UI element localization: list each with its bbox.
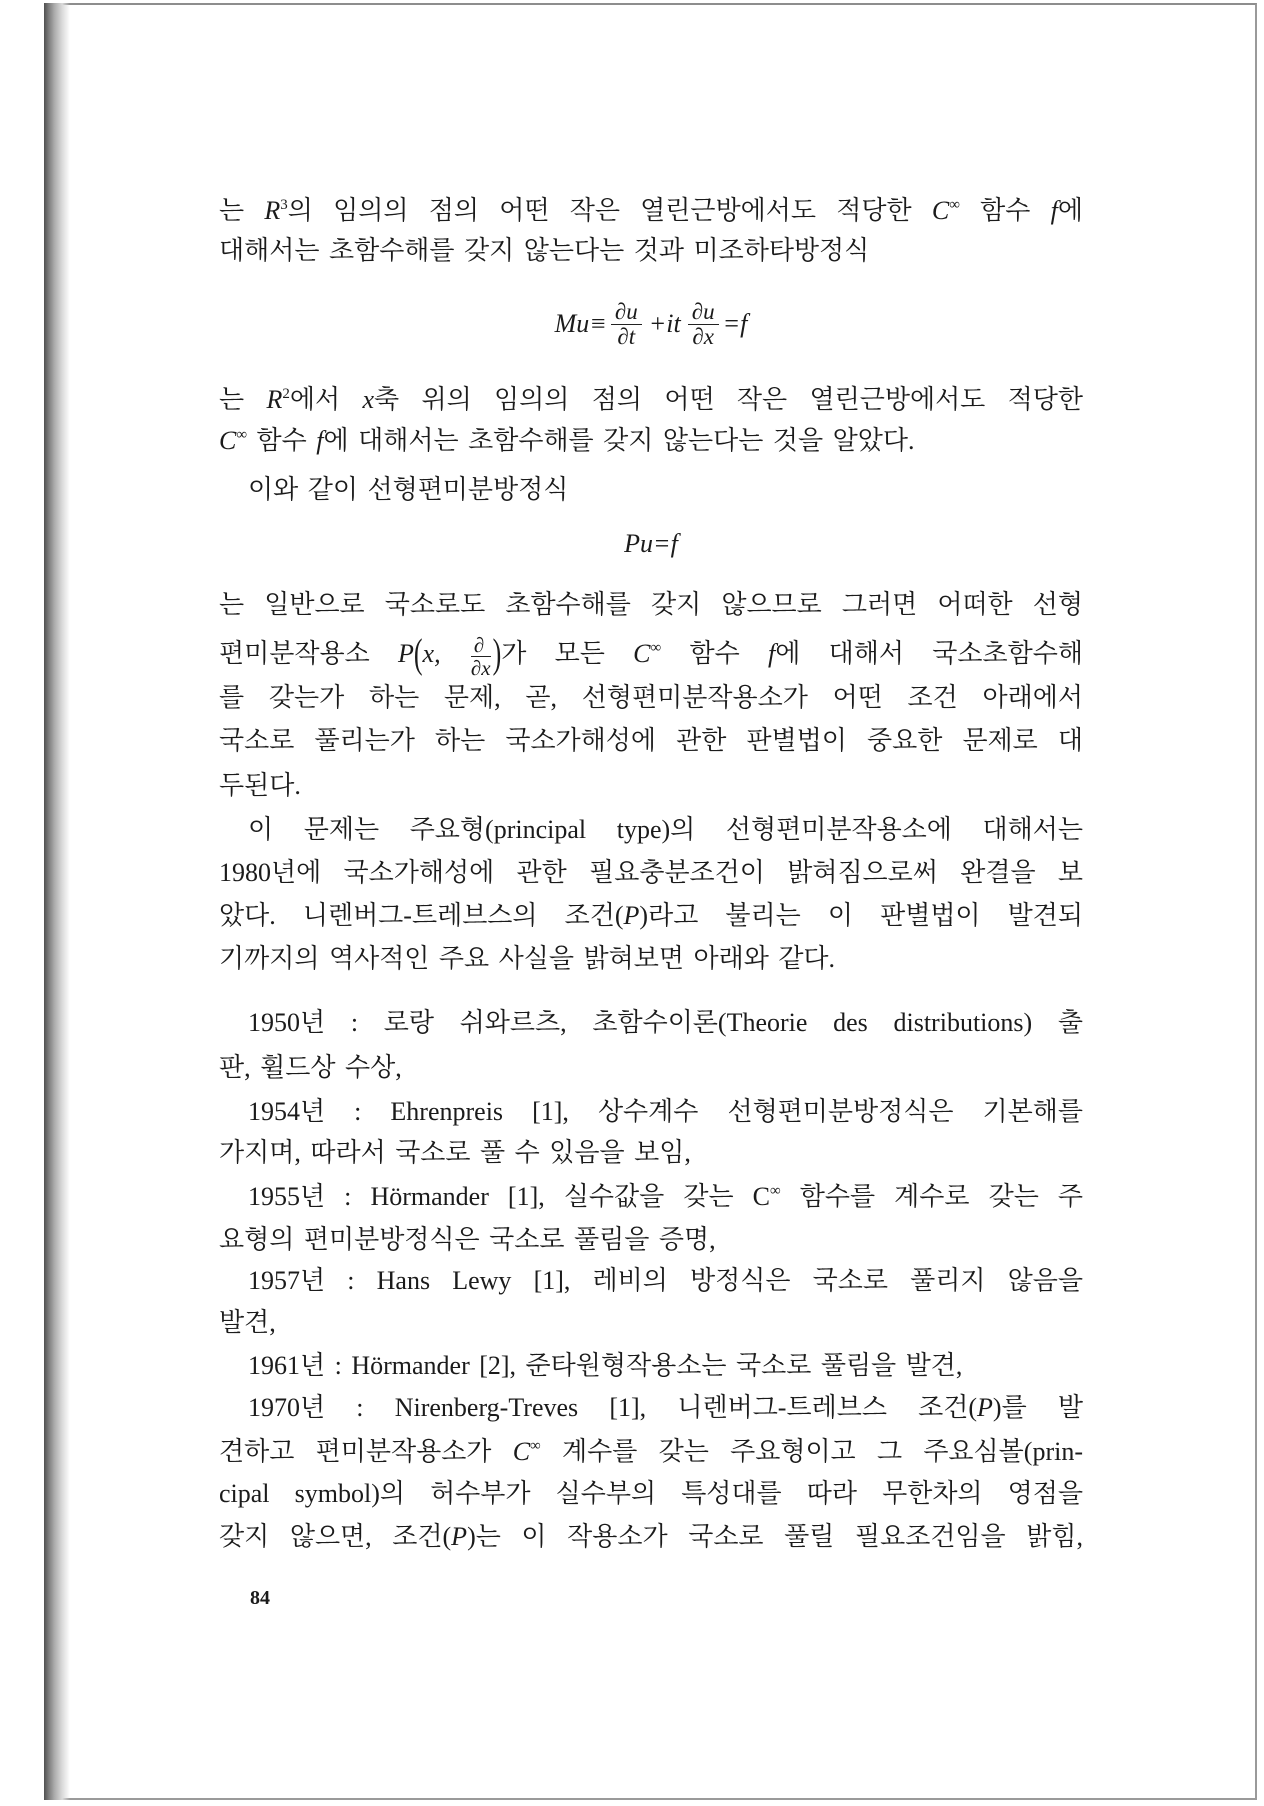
symbol-f: f xyxy=(768,639,776,668)
text-segment: )를 발 xyxy=(992,1393,1084,1422)
paragraph-1-line-2: 대해서는 초함수해를 갖지 않는다는 것과 미조하타방정식 xyxy=(219,236,870,265)
paragraph-5-line-2: 1980년에 국소가해성에 관한 필요충분조건이 밝혀짐으로써 완결을 보 xyxy=(219,858,1083,887)
superscript-exponent: 3 xyxy=(280,197,288,213)
mizohata-equation xyxy=(219,296,1083,352)
symbol-p: P xyxy=(451,1522,468,1551)
symbol-x: x, xyxy=(422,639,469,668)
text-segment: 견하고 편미분작용소가 xyxy=(219,1437,513,1466)
text-segment: 에서 xyxy=(289,385,363,414)
paragraph-5-line-1: 이 문제는 주요형(principal type)의 선형편미분작용소에 대해서는 xyxy=(248,815,1083,844)
text-segment: 갖지 않으면, 조건( xyxy=(219,1522,452,1551)
paragraph-4-line-2 xyxy=(219,630,1083,680)
history-1970-line-3: cipal symbol)의 허수부가 실수부의 특성대를 따라 무한차의 영점을 xyxy=(219,1479,1083,1508)
paragraph-2-line-1 xyxy=(219,380,1083,420)
symbol-r: R xyxy=(264,196,281,225)
paragraph-4-line-4: 국소로 풀리는가 하는 국소가해성에 관한 판별법이 중요한 문제로 대 xyxy=(219,726,1083,755)
superscript-exponent: 2 xyxy=(282,386,290,402)
page-number: 84 xyxy=(250,1587,270,1609)
equation-lhs: Mu≡ xyxy=(554,309,607,338)
symbol-r: R xyxy=(266,385,283,414)
right-parenthesis: ) xyxy=(492,630,502,677)
symbol-p: P xyxy=(977,1393,993,1422)
page-spine-shadow xyxy=(44,3,70,1800)
history-1950-line-2: 판, 휠드상 수상, xyxy=(219,1053,402,1082)
text-segment: 가 모든 xyxy=(501,639,634,668)
symbol-p: P xyxy=(397,639,414,668)
fraction-numerator: ∂u xyxy=(611,300,642,325)
text-segment: 계수를 갖는 주요형이고 그 주요심볼(prin- xyxy=(540,1437,1083,1466)
symbol-x: x xyxy=(362,385,374,414)
text-segment: 1970년 : Nirenberg-Treves [1], 니렌버그-트레브스 조건( xyxy=(248,1393,978,1422)
fraction-denominator: ∂x xyxy=(692,323,714,349)
symbol-p: P xyxy=(623,901,640,930)
paragraph-4-line-3: 를 갖는가 하는 문제, 곧, 선형편미분작용소가 어떤 조건 아래에서 xyxy=(219,683,1083,712)
partial-derivative-fraction xyxy=(470,632,491,680)
text-segment: 함수 xyxy=(247,426,317,455)
fraction-du-dt xyxy=(611,300,642,349)
history-1970-line-4 xyxy=(219,1517,1083,1557)
text-segment: 함수를 계수로 갖는 주 xyxy=(780,1182,1083,1211)
text-segment: 1955년 : Hörmander [1], 실수값을 갖는 C xyxy=(248,1182,770,1211)
symbol-f: f xyxy=(1050,196,1058,225)
history-1950-line-1: 1950년 : 로랑 쉬와르츠, 초함수이론(Theorie des distributions) 출 xyxy=(248,1008,1083,1037)
paragraph-5-line-4: 기까지의 역사적인 주요 사실을 밝혀보면 아래와 같다. xyxy=(219,944,836,973)
symbol-c: C xyxy=(512,1437,531,1466)
paragraph-2-line-2 xyxy=(219,421,1083,461)
left-parenthesis: ( xyxy=(413,630,423,677)
symbol-c: C xyxy=(633,639,651,668)
text-segment: )는 이 작용소가 국소로 풀릴 필요조건임을 밝힘, xyxy=(467,1522,1083,1551)
history-1954-line-1: 1954년 : Ehrenpreis [1], 상수계수 선형편미분방정식은 기본해를 xyxy=(248,1097,1083,1126)
history-1957-line-1: 1957년 : Hans Lewy [1], 레비의 방정식은 국소로 풀리지 않음을 xyxy=(248,1266,1083,1295)
symbol-c: C xyxy=(219,426,237,455)
paragraph-4-line-5: 두된다. xyxy=(219,771,301,800)
history-1955-line-2: 요형의 편미분방정식은 국소로 풀림을 증명, xyxy=(219,1225,716,1254)
equation-rhs: =f xyxy=(722,309,748,338)
history-1957-line-2: 발견, xyxy=(219,1308,276,1337)
text-segment: 에 xyxy=(1057,196,1084,225)
superscript-infinity: ∞ xyxy=(769,1183,781,1199)
superscript-infinity: ∞ xyxy=(650,640,662,656)
history-1954-line-2: 가지며, 따라서 국소로 풀 수 있음을 보임, xyxy=(219,1138,691,1167)
fraction-denominator: ∂t xyxy=(617,323,636,349)
equation-text: Pu=f xyxy=(624,529,678,558)
symbol-f: f xyxy=(316,426,324,455)
text-segment: 는 xyxy=(219,196,265,225)
paragraph-4-line-1: 는 일반으로 국소로도 초함수해를 갖지 않으므로 그러면 어떠한 선형 xyxy=(219,590,1083,619)
text-segment: 에 대해서는 초함수해를 갖지 않는다는 것을 알았다. xyxy=(323,426,915,455)
paragraph-5-line-3 xyxy=(219,896,1083,936)
fraction-numerator: ∂ xyxy=(471,635,491,657)
text-segment: 는 xyxy=(219,385,267,414)
equation-middle-term: +it xyxy=(648,309,681,338)
text-segment: )라고 불리는 이 판별법이 발견되 xyxy=(639,901,1083,930)
text-segment: 편미분작용소 xyxy=(219,639,398,668)
text-segment: 함수 xyxy=(661,639,769,668)
history-1955-line-1 xyxy=(248,1177,1083,1217)
superscript-infinity: ∞ xyxy=(236,427,248,443)
paragraph-3-line-1: 이와 같이 선형편미분방정식 xyxy=(248,475,569,504)
history-1970-line-2 xyxy=(219,1432,1083,1472)
superscript-infinity: ∞ xyxy=(949,197,960,213)
text-segment: 축 위의 임의의 점의 어떤 작은 열린근방에서도 적당한 xyxy=(374,385,1083,414)
fraction-numerator: ∂u xyxy=(688,300,719,325)
text-segment: 았다. 니렌버그-트레브스의 조건( xyxy=(219,901,624,930)
text-segment: 에 대해서 국소초함수해 xyxy=(775,639,1083,668)
history-1970-line-1 xyxy=(248,1388,1083,1428)
paragraph-1-line-1 xyxy=(219,191,1083,231)
symbol-c: C xyxy=(931,196,950,225)
fraction-denominator: ∂x xyxy=(470,655,491,680)
history-1961-line-1: 1961년 : Hörmander [2], 준타원형작용소는 국소로 풀림을 발견, xyxy=(248,1351,963,1380)
general-equation xyxy=(219,526,1083,562)
fraction-du-dx xyxy=(688,300,719,349)
text-segment: 함수 xyxy=(959,196,1051,225)
text-segment: 의 임의의 점의 어떤 작은 열린근방에서도 적당한 xyxy=(287,196,932,225)
superscript-infinity: ∞ xyxy=(530,1438,541,1454)
